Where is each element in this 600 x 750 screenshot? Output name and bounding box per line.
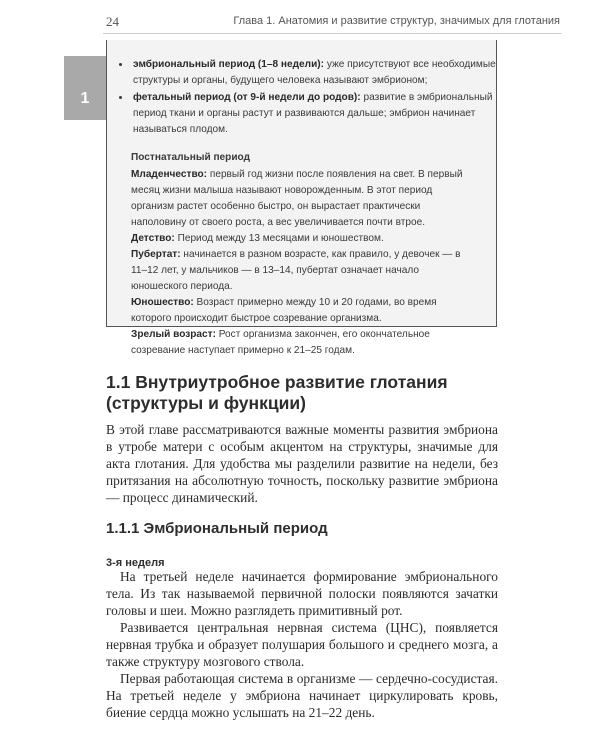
list-item-text: развитие в эмбриональный период ткани и органы растут и развиваются дальше; эмбрион начинает называться плодом. [133, 92, 493, 135]
list-item-text: уже присутствуют все необходимые структуры и органы, будущего человека называют эмбрионом; [133, 59, 496, 86]
entry-term: Зрелый возраст: [131, 329, 216, 340]
header-rule [103, 33, 562, 34]
period-list [107, 56, 496, 138]
running-head: Глава 1. Анатомия и развитие структур, значимых для глотания [233, 15, 560, 27]
info-box [106, 40, 497, 356]
paragraph: Развивается центральная нервная система (ЦНС), появляется нервная трубка и образует полушария большого и среднего мозга, а также структуру мозгового ствола. [106, 620, 498, 669]
body-text [106, 568, 498, 721]
postnatal-entry [131, 167, 478, 231]
entry-text: Период между 13 месяцами и юношеством. [174, 233, 384, 244]
section-title: 1.1 Внутриутробное развитие глотания (структуры и функции) [106, 372, 448, 413]
entry-term: Пубертат: [131, 249, 181, 260]
postnatal-block [107, 138, 496, 359]
list-item [131, 56, 496, 89]
paragraph: Первая работающая система в организме — сердечно-сосудистая. На третьей неделе у эмбриона начинает циркулировать кровь, биение сердца можно услышать на 21–22 день. [106, 671, 498, 720]
entry-text: первый год жизни после появления на свет. В первый месяц жизни малыша называют новорожденным. В этот период организм растет особенно быстро, он вырастает практически наполовину от своего роста, а вес увеличивается почти втрое. [131, 169, 463, 228]
entry-term: Юношество: [131, 297, 194, 308]
entry-term: Детство: [131, 233, 175, 244]
list-item-term: эмбриональный период (1–8 недели): [133, 59, 325, 70]
week-heading: 3-я неделя [106, 557, 165, 569]
entry-text: Возраст примерно между 10 и 20 годами, во время которого происходит быстрое созревание организма. [131, 297, 437, 324]
postnatal-entry [131, 231, 478, 247]
paragraph: На третьей неделе начинается формирование эмбрионального тела. Из так называемой первичной полоски появляются зачатки головы и шеи. Можно разглядеть примитивный рот. [106, 569, 498, 618]
list-item-term: фетальный период (от 9-й недели до родов): [133, 92, 361, 103]
page-number: 24 [106, 14, 119, 29]
entry-text: Рост организма закончен, его окончательное созревание наступает примерно к 21–25 годам. [131, 329, 430, 356]
chapter-tab [64, 56, 106, 120]
entry-term: Младенчество: [131, 169, 208, 180]
chapter-number: 1 [80, 90, 90, 107]
subsection-title: 1.1.1 Эмбриональный период [106, 520, 328, 537]
postnatal-entry [131, 295, 478, 327]
postnatal-entry [131, 327, 478, 359]
intro-paragraph: В этой главе рассматриваются важные моменты развития эмбриона в утробе матери с особым акцентом на структуры, значимые для акта глотания. Для удобства мы разделили развитие на недели, без притязания на абсолютную точность, поскольку развитие эмбриона — процесс динамический. [106, 422, 498, 505]
postnatal-entry [131, 247, 478, 295]
list-item [131, 89, 496, 138]
entry-text: начинается в разном возрасте, как правило, у девочек — в 11–12 лет, у мальчиков — в 13–14, пубертат означает начало юношеского периода. [131, 249, 461, 292]
postnatal-title: Постнатальный период [131, 152, 250, 163]
